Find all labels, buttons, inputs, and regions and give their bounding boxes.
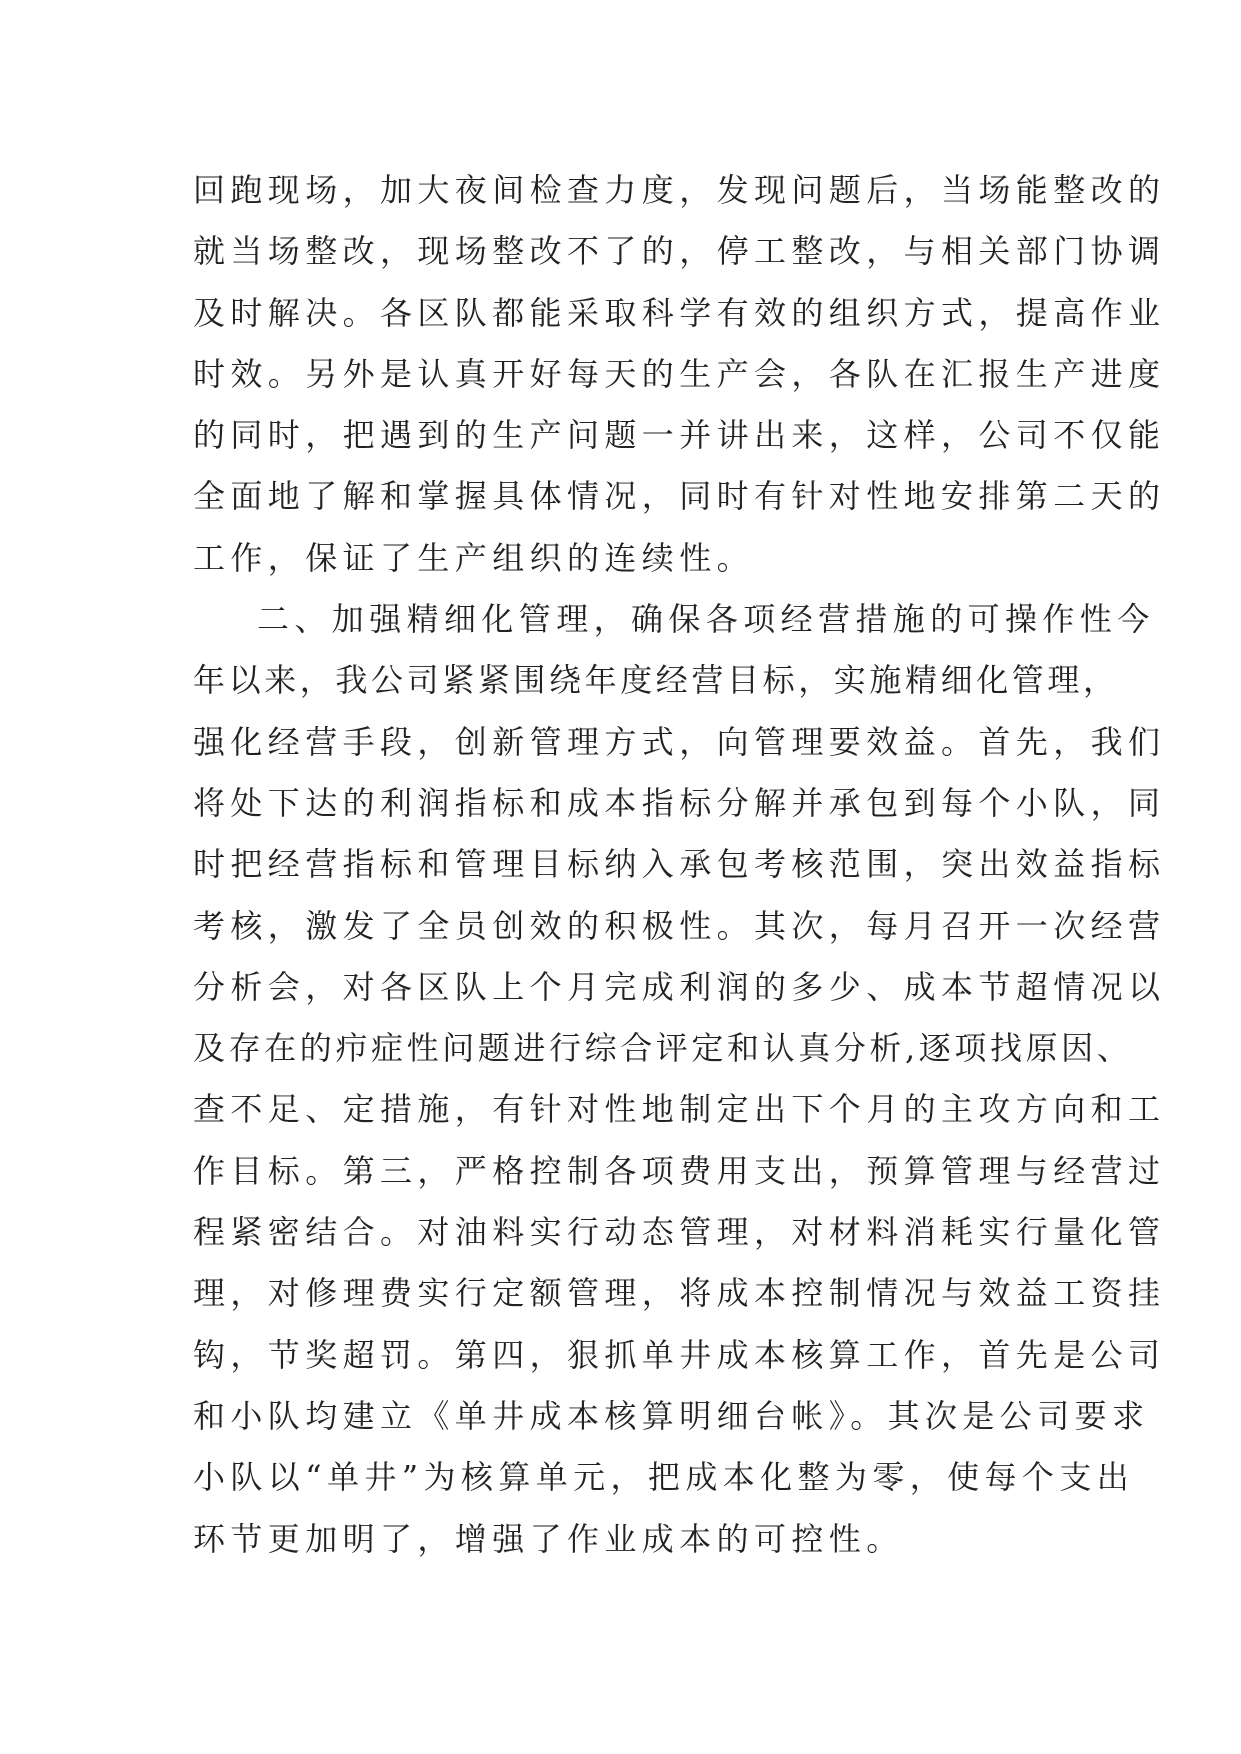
text-line: 的同时，把遇到的生产问题一并讲出来，这样，公司不仅能 — [193, 416, 1166, 455]
text-line: 将处下达的利润指标和成本指标分解并承包到每个小队，同 — [193, 783, 1166, 822]
paragraph-1 — [193, 160, 1166, 589]
text-line: 程紧密结合。对油料实行动态管理，对材料消耗实行量化管 — [193, 1213, 1166, 1252]
text-line: 环节更加明了，增强了作业成本的可控性。 — [193, 1519, 904, 1558]
text-line: 时效。另外是认真开好每天的生产会，各队在汇报生产进度 — [193, 354, 1166, 393]
text-line: 二、加强精细化管理，确保各项经营措施的可操作性今 — [257, 600, 1155, 639]
text-line: 就当场整改，现场整改不了的，停工整改，与相关部门协调 — [193, 232, 1166, 271]
text-line: 年以来，我公司紧紧围绕年度经营目标，实施精细化管理， — [193, 661, 1119, 700]
text-line: 作目标。第三，严格控制各项费用支出，预算管理与经营过 — [193, 1151, 1166, 1190]
text-line: 时把经营指标和管理目标纳入承包考核范围，突出效益指标 — [193, 845, 1166, 884]
text-line: 回跑现场，加大夜间检查力度，发现问题后，当场能整改的 — [193, 171, 1166, 209]
text-line: 及存在的疖症性问题进行综合评定和认真分析,逐项找原因、 — [193, 1029, 1133, 1068]
text-line: 考核，激发了全员创效的积极性。其次，每月召开一次经营 — [193, 906, 1166, 945]
text-line: 理，对修理费实行定额管理，将成本控制情况与效益工资挂 — [193, 1274, 1166, 1313]
text-line: 全面地了解和掌握具体情况，同时有针对性地安排第二天的 — [193, 477, 1166, 516]
body-text — [193, 160, 1166, 1570]
text-line: 钩，节奖超罚。第四，狠抓单井成本核算工作，首先是公司 — [193, 1335, 1166, 1374]
text-line: 查不足、定措施，有针对性地制定出下个月的主攻方向和工 — [193, 1090, 1166, 1129]
paragraph-2 — [193, 589, 1166, 1570]
text-line: 和小队均建立《单井成本核算明细台帐》。其次是公司要求 — [193, 1396, 1150, 1435]
text-line: 强化经营手段，创新管理方式，向管理要效益。首先，我们 — [193, 722, 1166, 761]
text-line: 及时解决。各区队都能采取科学有效的组织方式，提高作业 — [193, 293, 1166, 332]
text-line: 分析会，对各区队上个月完成利润的多少、成本节超情况以 — [193, 967, 1166, 1006]
text-line: 工作，保证了生产组织的连续性。 — [193, 538, 755, 577]
text-line: 小队以“单井”为核算单元，把成本化整为零，使每个支出 — [193, 1458, 1135, 1497]
